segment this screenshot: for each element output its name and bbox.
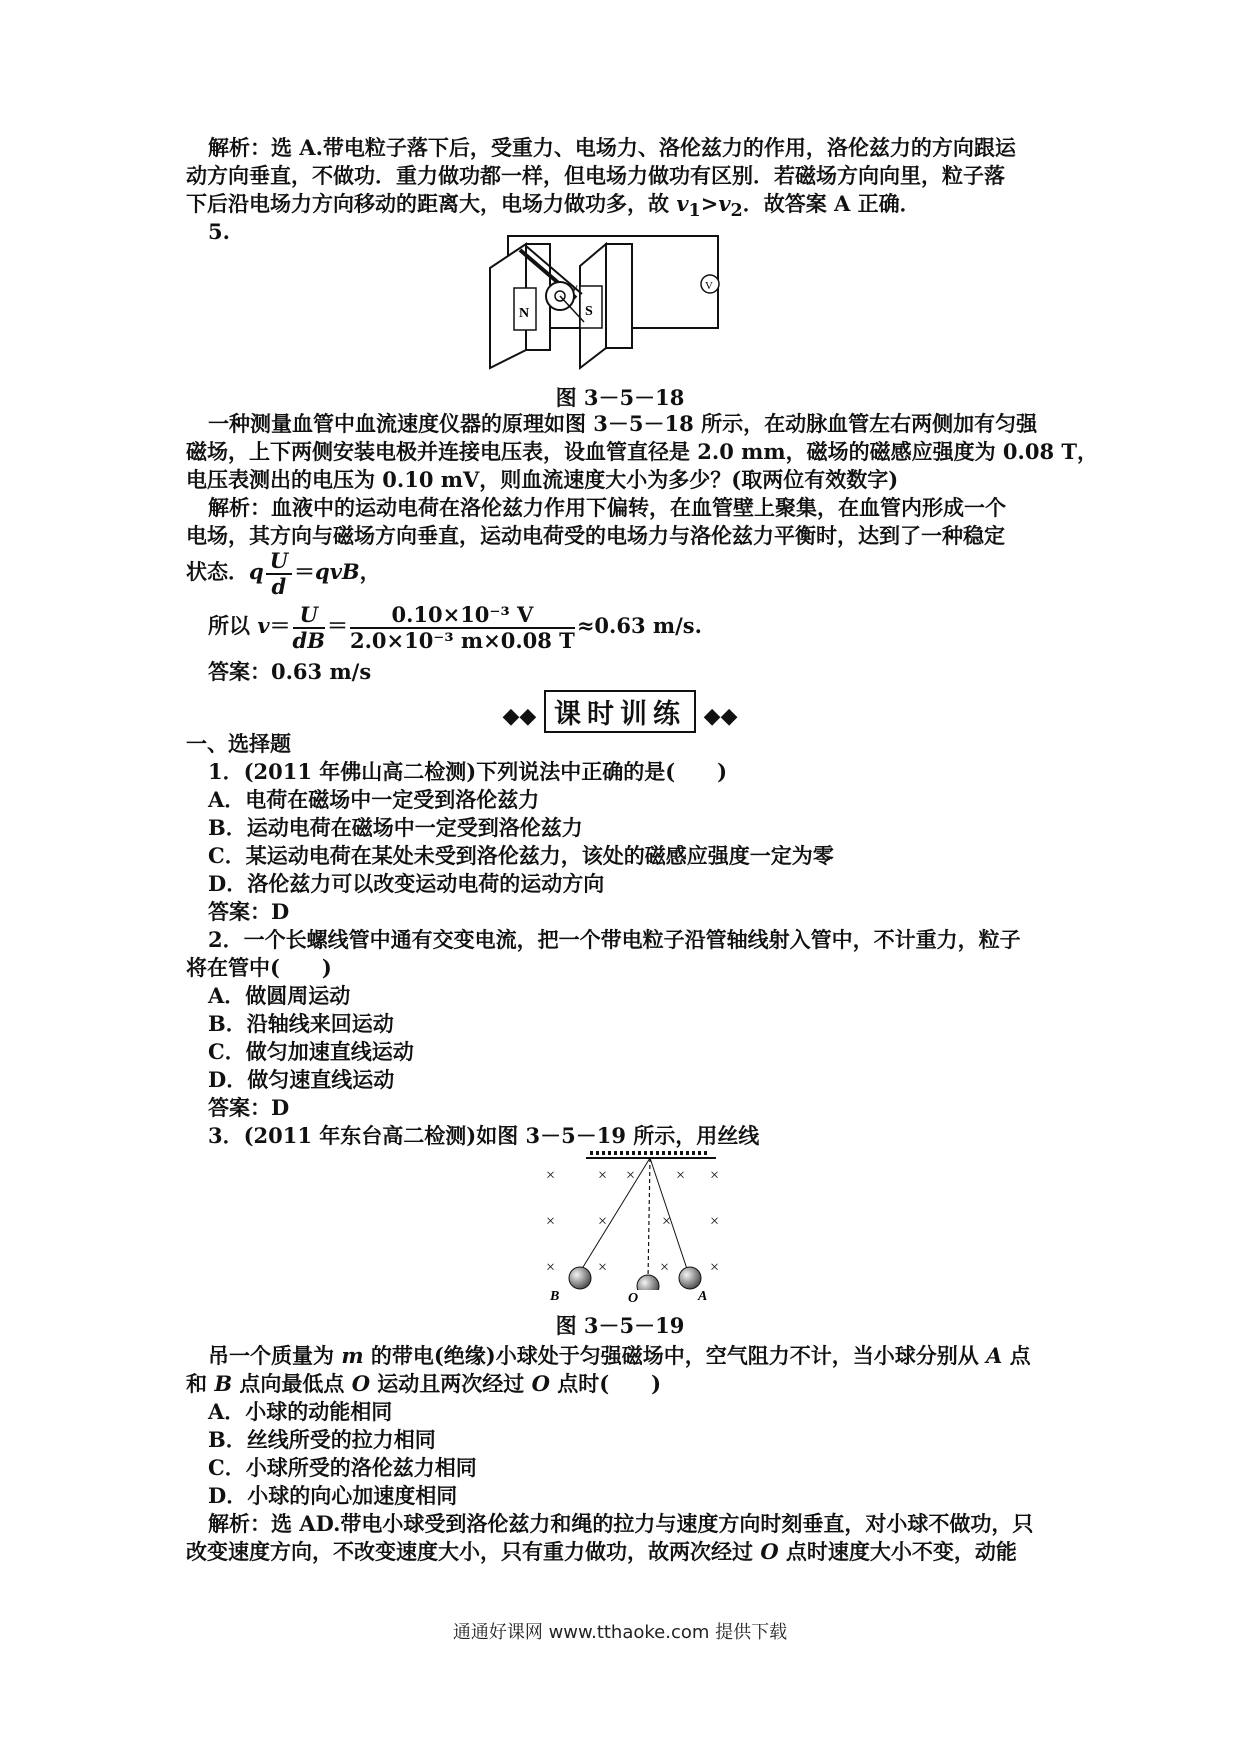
analysis-line: 改变速度方向，不改变速度大小，只有重力做功，故两次经过 O 点时速度大小不变，动能 — [186, 1539, 1017, 1564]
formula-balance: 状态．q $\frac{U}{d}$ ＝qvB， — [186, 547, 381, 599]
question-stem: 3．(2011 年东台高二检测)如图 3－5－19 所示，用丝线 — [208, 1123, 760, 1148]
analysis-line: 电场，其方向与磁场方向垂直，运动电荷受的电场力与洛伦兹力平衡时，达到了一种稳定 — [186, 523, 1005, 548]
option-d: D．做匀速直线运动 — [208, 1067, 395, 1092]
magnet-n-label: N — [519, 306, 530, 321]
analysis-line: 解析：选 AD.带电小球受到洛伦兹力和绳的拉力与速度方向时刻垂直，对小球不做功，只 — [208, 1511, 1034, 1536]
svg-text:×: × — [598, 1259, 608, 1276]
question-text: 一种测量血管中血流速度仪器的原理如图 3－5－18 所示，在动脉血管左右两侧加有匀强 — [208, 411, 1038, 436]
svg-text:×: × — [546, 1213, 556, 1230]
option-b: B．运动电荷在磁场中一定受到洛伦兹力 — [208, 815, 583, 840]
question-stem: 将在管中( ) — [186, 955, 332, 980]
option-c: C．做匀加速直线运动 — [208, 1039, 414, 1064]
figure-caption: 图 3－5－18 — [555, 385, 685, 410]
point-o-label: O — [628, 1291, 639, 1306]
svg-text:×: × — [710, 1167, 720, 1184]
point-b-label: B — [550, 1289, 560, 1304]
analysis-line: 解析：血液中的运动电荷在洛伦兹力作用下偏转，在血管壁上聚集，在血管内形成一个 — [208, 495, 1006, 520]
analysis-line: 解析：选 A.带电粒子落下后，受重力、电场力、洛伦兹力的作用，洛伦兹力的方向跟运 — [208, 135, 1016, 160]
option-d: D．小球的向心加速度相同 — [208, 1483, 458, 1508]
voltmeter-label: V — [705, 280, 713, 292]
question-text: 磁场，上下两侧安装电极并连接电压表，设血管直径是 2.0 mm，磁场的磁感应强度为 0.08 T， — [186, 439, 1098, 464]
svg-text:×: × — [710, 1259, 720, 1276]
option-a: A．做圆周运动 — [208, 983, 351, 1008]
velocity-label: v — [572, 280, 578, 294]
svg-text:×: × — [598, 1213, 608, 1230]
option-c: C．某运动电荷在某处未受到洛伦兹力，该处的磁感应强度一定为零 — [208, 843, 834, 868]
section-title: 一、选择题 — [186, 731, 291, 756]
blood-flow-meter-figure — [480, 228, 730, 373]
pendulum-labels — [540, 1270, 740, 1310]
banner-title: 课时训练 — [544, 690, 696, 733]
magnet-s-label: S — [585, 304, 593, 319]
answer-line: 答案：D — [208, 899, 290, 924]
question-stem: 1．(2011 年佛山高二检测)下列说法中正确的是( ) — [208, 759, 728, 784]
diamond-icon: ◆◆ — [502, 703, 537, 729]
svg-text:×: × — [626, 1167, 636, 1184]
point-a-label: A — [698, 1289, 708, 1304]
page-footer: 通通好课网 www.tthaoke.com 提供下载 — [452, 1622, 788, 1643]
option-c: C．小球所受的洛伦兹力相同 — [208, 1455, 477, 1480]
figure-caption: 图 3－5－19 — [555, 1313, 685, 1338]
question-number: 5. — [208, 219, 230, 244]
svg-text:×: × — [710, 1213, 720, 1230]
svg-text:×: × — [546, 1167, 556, 1184]
answer-line: 答案：D — [208, 1095, 290, 1120]
analysis-line: 动方向垂直，不做功．重力做功都一样，但电场力做功有区别．若磁场方向向里，粒子落 — [186, 163, 1005, 188]
option-a: A．电荷在磁场中一定受到洛伦兹力 — [208, 787, 540, 812]
svg-text:×: × — [598, 1167, 608, 1184]
svg-text:×: × — [660, 1259, 670, 1276]
option-b: B．沿轴线来回运动 — [208, 1011, 394, 1036]
question-stem: 吊一个质量为 m 的带电(绝缘)小球处于匀强磁场中，空气阻力不计，当小球分别从 A 点 — [208, 1343, 1031, 1368]
option-a: A．小球的动能相同 — [208, 1399, 393, 1424]
question-stem: 2．一个长螺线管中通有交变电流，把一个带电粒子沿管轴线射入管中，不计重力，粒子 — [208, 927, 1021, 952]
answer-line: 答案：0.63 m/s — [208, 659, 372, 684]
question-stem: 和 B 点向最低点 O 运动且两次经过 O 点时( ) — [186, 1371, 662, 1396]
section-banner — [0, 690, 1240, 733]
svg-text:×: × — [676, 1167, 686, 1184]
svg-text:×: × — [662, 1213, 672, 1230]
pendulum-magnetic-field-figure — [540, 1150, 740, 1290]
svg-text:×: × — [546, 1259, 556, 1276]
analysis-line: 下后沿电场力方向移动的距离大，电场力做功多，故 $v_1>v_2$．故答案 A 正确． — [186, 191, 921, 222]
option-d: D．洛伦兹力可以改变运动电荷的运动方向 — [208, 871, 605, 896]
formula-velocity: 所以 v＝ $\frac{U}{dB}$ ＝ $\frac{\text{0.10×10⁻³ V}}{\text{2.0×10⁻³ m×0.08 T}}$ ≈0.63 m/s. — [208, 601, 702, 653]
question-text: 电压表测出的电压为 0.10 mV，则血流速度大小为多少？(取两位有效数字) — [186, 467, 899, 492]
diamond-icon: ◆◆ — [703, 703, 738, 729]
option-b: B．丝线所受的拉力相同 — [208, 1427, 436, 1452]
